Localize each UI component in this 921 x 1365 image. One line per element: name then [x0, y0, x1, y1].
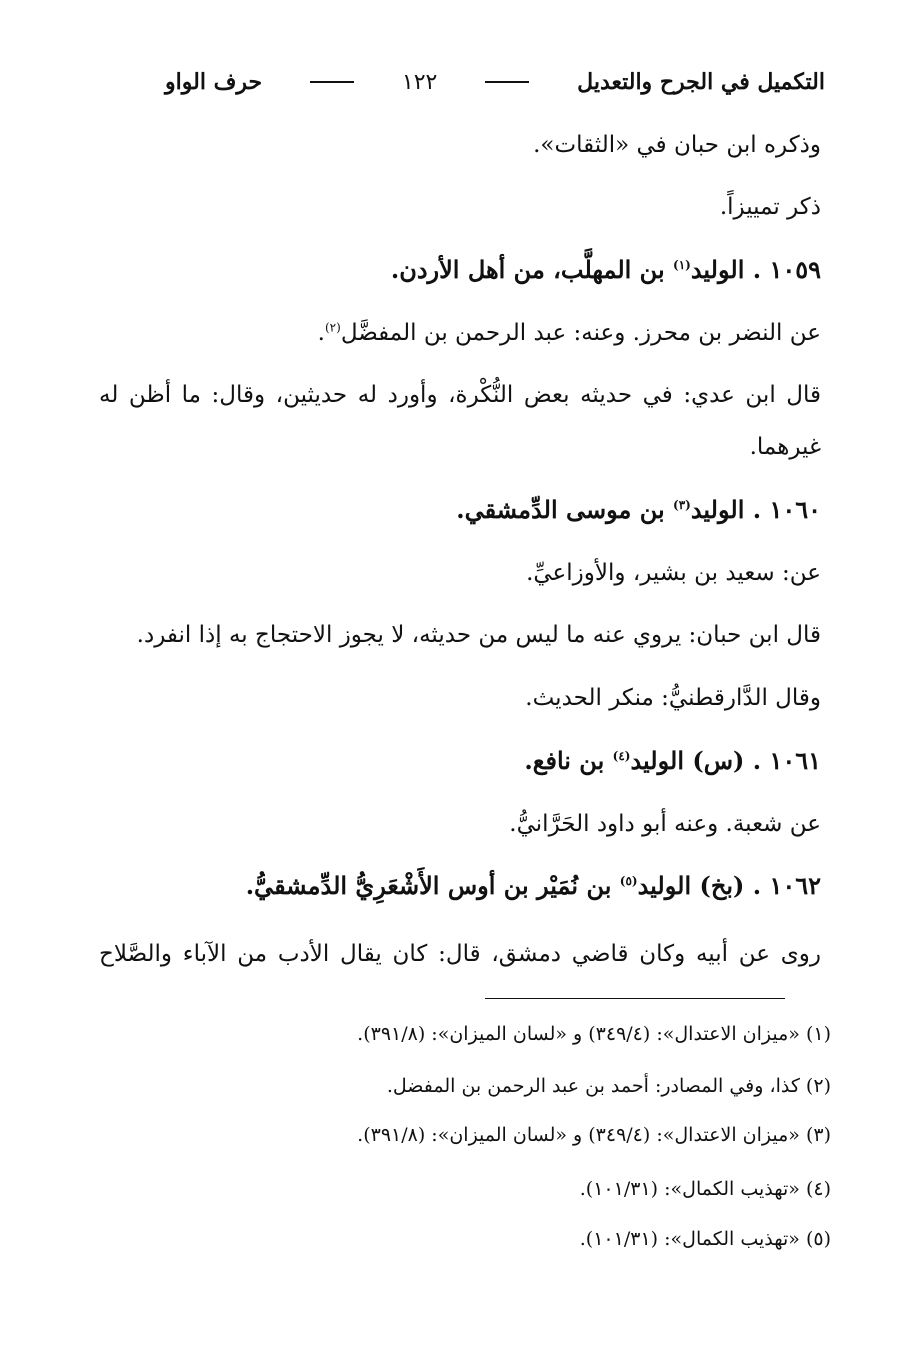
- entry-name: (بخ) الوليد: [637, 871, 745, 900]
- book-title: التكميل في الجرح والتعديل: [577, 69, 825, 95]
- footnote-5: (٥) «تهذيب الكمال»: (١٠١/٣١).: [579, 1228, 831, 1250]
- entry-heading-1059: [99, 250, 821, 290]
- footnote-ref: (٤): [612, 749, 631, 763]
- body-text: .: [317, 320, 325, 346]
- body-line: ذكر تمييزاً.: [719, 194, 821, 220]
- body-line: قال ابن حبان: يروي عنه ما ليس من حديثه، لا يجوز الاحتجاج به إذا انفرد.: [136, 622, 821, 648]
- entry-rest: بن المهلَّب، من أهل الأردن.: [390, 255, 665, 284]
- chapter-title: حرف الواو: [165, 69, 263, 95]
- page-number: ١٢٢: [401, 69, 438, 95]
- footnote-4: (٤) «تهذيب الكمال»: (١٠١/٣١).: [579, 1178, 831, 1200]
- footnote-ref: (٣): [673, 498, 691, 512]
- body-line: روى عن أبيه وكان قاضي دمشق، قال: كان يقال الأدب من الآباء والصَّلاح: [99, 941, 821, 967]
- footnote-3: (٣) «ميزان الاعتدال»: (٣٤٩/٤) و «لسان الميزان»: (٣٩١/٨).: [357, 1124, 831, 1146]
- body-line: قال ابن عدي: في حديثه بعض النُّكْرة، وأورد له حديثين، وقال: ما أظن له: [99, 382, 821, 408]
- entry-name: الوليد: [690, 495, 745, 524]
- entry-number: ١٠٥٩ .: [752, 255, 821, 284]
- body-line: [99, 313, 821, 353]
- entry-number: ١٠٦٢ .: [752, 871, 821, 900]
- body-line: غيرهما.: [749, 434, 821, 460]
- entry-rest: بن موسى الدِّمشقي.: [456, 495, 665, 524]
- body-text: عن النضر بن محرز. وعنه: عبد الرحمن بن المفضَّل: [340, 320, 821, 346]
- body-line: عن: سعيد بن بشير، والأوزاعيِّ.: [526, 560, 821, 586]
- header-rule: [485, 81, 529, 83]
- footnote-ref: (٢): [324, 320, 341, 335]
- header-rule: [310, 81, 354, 83]
- entry-number: ١٠٦١ .: [752, 746, 821, 775]
- entry-heading-1062: [99, 866, 821, 906]
- entry-name: الوليد: [690, 255, 745, 284]
- entry-rest: بن نافع.: [524, 746, 605, 775]
- footnote-separator: [485, 998, 785, 999]
- entry-number: ١٠٦٠ .: [752, 495, 821, 524]
- entry-heading-1060: [99, 490, 821, 530]
- entry-heading-1061: [99, 741, 821, 781]
- body-line: وذكره ابن حبان في «الثقات».: [533, 132, 821, 158]
- running-header: [165, 60, 825, 104]
- footnote-ref: (٥): [619, 874, 638, 888]
- body-line: عن شعبة. وعنه أبو داود الحَرَّانيُّ.: [509, 811, 821, 837]
- footnote-ref: (١): [673, 258, 691, 272]
- entry-name: (س) الوليد: [630, 746, 745, 775]
- entry-rest: بن نُمَيْر بن أوس الأَشْعَرِيُّ الدِّمشقيُّ.: [245, 871, 612, 900]
- footnote-1: (١) «ميزان الاعتدال»: (٣٤٩/٤) و «لسان الميزان»: (٣٩١/٨).: [357, 1023, 831, 1045]
- footnote-2: (٢) كذا، وفي المصادر: أحمد بن عبد الرحمن بن المفضل.: [386, 1075, 831, 1097]
- body-line: وقال الدَّارقطنيُّ: منكر الحديث.: [525, 685, 821, 711]
